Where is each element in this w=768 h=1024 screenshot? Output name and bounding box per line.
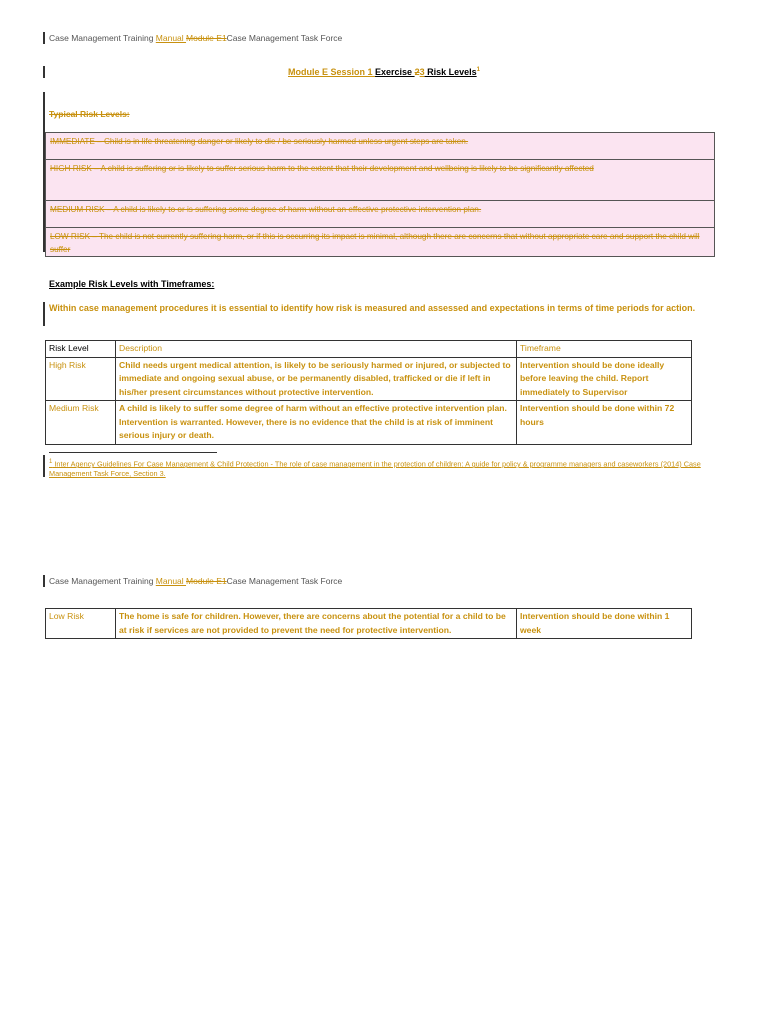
footnote-mark: 1: [49, 459, 53, 465]
header-prefix: Case Management Training: [49, 33, 156, 43]
table-header-row: [46, 341, 692, 358]
typical-row-medium: MEDIUM RISK – A child is likely to or is suffering some degree of harm without an effective protective intervention plan.: [46, 201, 714, 228]
typical-risk-heading: Typical Risk Levels:: [49, 109, 130, 119]
title-footnote-ref: 1: [476, 67, 480, 73]
typical-row-high: HIGH RISK – A child is suffering or is likely to suffer serious harm to the extent that their development and wellbeing is likely to be significantly affected: [46, 160, 714, 201]
row-description: A child is likely to suffer some degree of harm without an effective protective intervention plan. Intervention is warranted. However, there is no evidence that the child is at risk of imminent serious injury or death.: [116, 401, 517, 445]
change-bar: [43, 32, 45, 44]
row-level: High Risk: [46, 357, 116, 401]
header-inserted: Manual: [155, 33, 187, 43]
title-exercise: Exercise: [375, 67, 415, 77]
change-bar: [43, 455, 45, 477]
page-header: [49, 33, 342, 43]
title-risk-levels: Risk Levels: [424, 67, 477, 77]
typical-row-immediate: IMMEDIATE – Child is in life threatening danger or likely to die / be seriously harmed unless urgent steps are taken.: [46, 133, 714, 160]
row-description: Child needs urgent medical attention, is likely to be seriously harmed or injured, or subjected to immediate and ongoing sexual abuse, or be permanently disabled, trafficked or die if left in his/her present circumstances without protective intervention.: [116, 357, 517, 401]
header-timeframe: Timeframe: [517, 341, 692, 358]
footnote-text: Inter Agency Guidelines For Case Management & Child Protection - The role of case management in the protection of children: A guide for policy & programme managers and caseworkers (2014) Case Management Task Force, Section 3.: [49, 459, 701, 479]
risk-table: [45, 340, 692, 445]
example-heading: Example Risk Levels with Timeframes:: [49, 279, 215, 289]
footnote: [49, 457, 714, 479]
header-risk-level: Risk Level: [46, 341, 116, 358]
table-row: [46, 357, 692, 401]
risk-table-continued: [45, 608, 692, 639]
page-header: [49, 576, 342, 586]
header-suffix: Case Management Task Force: [226, 33, 343, 43]
title-session: Module E Session 1: [288, 67, 376, 77]
header-deleted: Module E1: [186, 33, 227, 43]
footnote-separator: [49, 452, 217, 453]
header-deleted: Module E1: [186, 576, 227, 586]
table-row: [46, 609, 692, 639]
title-num-inserted: 3: [419, 67, 425, 77]
title-num-deleted: 2: [414, 67, 420, 77]
row-timeframe: Intervention should be done within 72 hours: [517, 401, 692, 445]
page-title: [0, 67, 768, 77]
row-level: Low Risk: [46, 609, 116, 639]
header-inserted: Manual: [155, 576, 187, 586]
header-description: Description: [116, 341, 517, 358]
typical-row-low: LOW RISK – The child is not currently suffering harm, or if this is occurring its impact is minimal, although there are concerns that without appropriate care and support the child will suffer: [50, 232, 700, 254]
change-bar: [43, 302, 45, 326]
row-timeframe: Intervention should be done ideally before leaving the child. Report immediately to Supervisor: [517, 357, 692, 401]
intro-paragraph: Within case management procedures it is essential to identify how risk is measured and assessed and expectations in terms of time periods for action.: [49, 303, 696, 313]
row-level: Medium Risk: [46, 401, 116, 445]
header-prefix: Case Management Training: [49, 576, 156, 586]
typical-risk-box: [45, 132, 715, 257]
header-suffix: Case Management Task Force: [226, 576, 343, 586]
table-row: [46, 401, 692, 445]
change-bar: [43, 575, 45, 587]
row-description: The home is safe for children. However, there are concerns about the potential for a child to be at risk if services are not provided to prevent the need for protective intervention.: [116, 609, 517, 639]
row-timeframe: Intervention should be done within 1 week: [517, 609, 692, 639]
